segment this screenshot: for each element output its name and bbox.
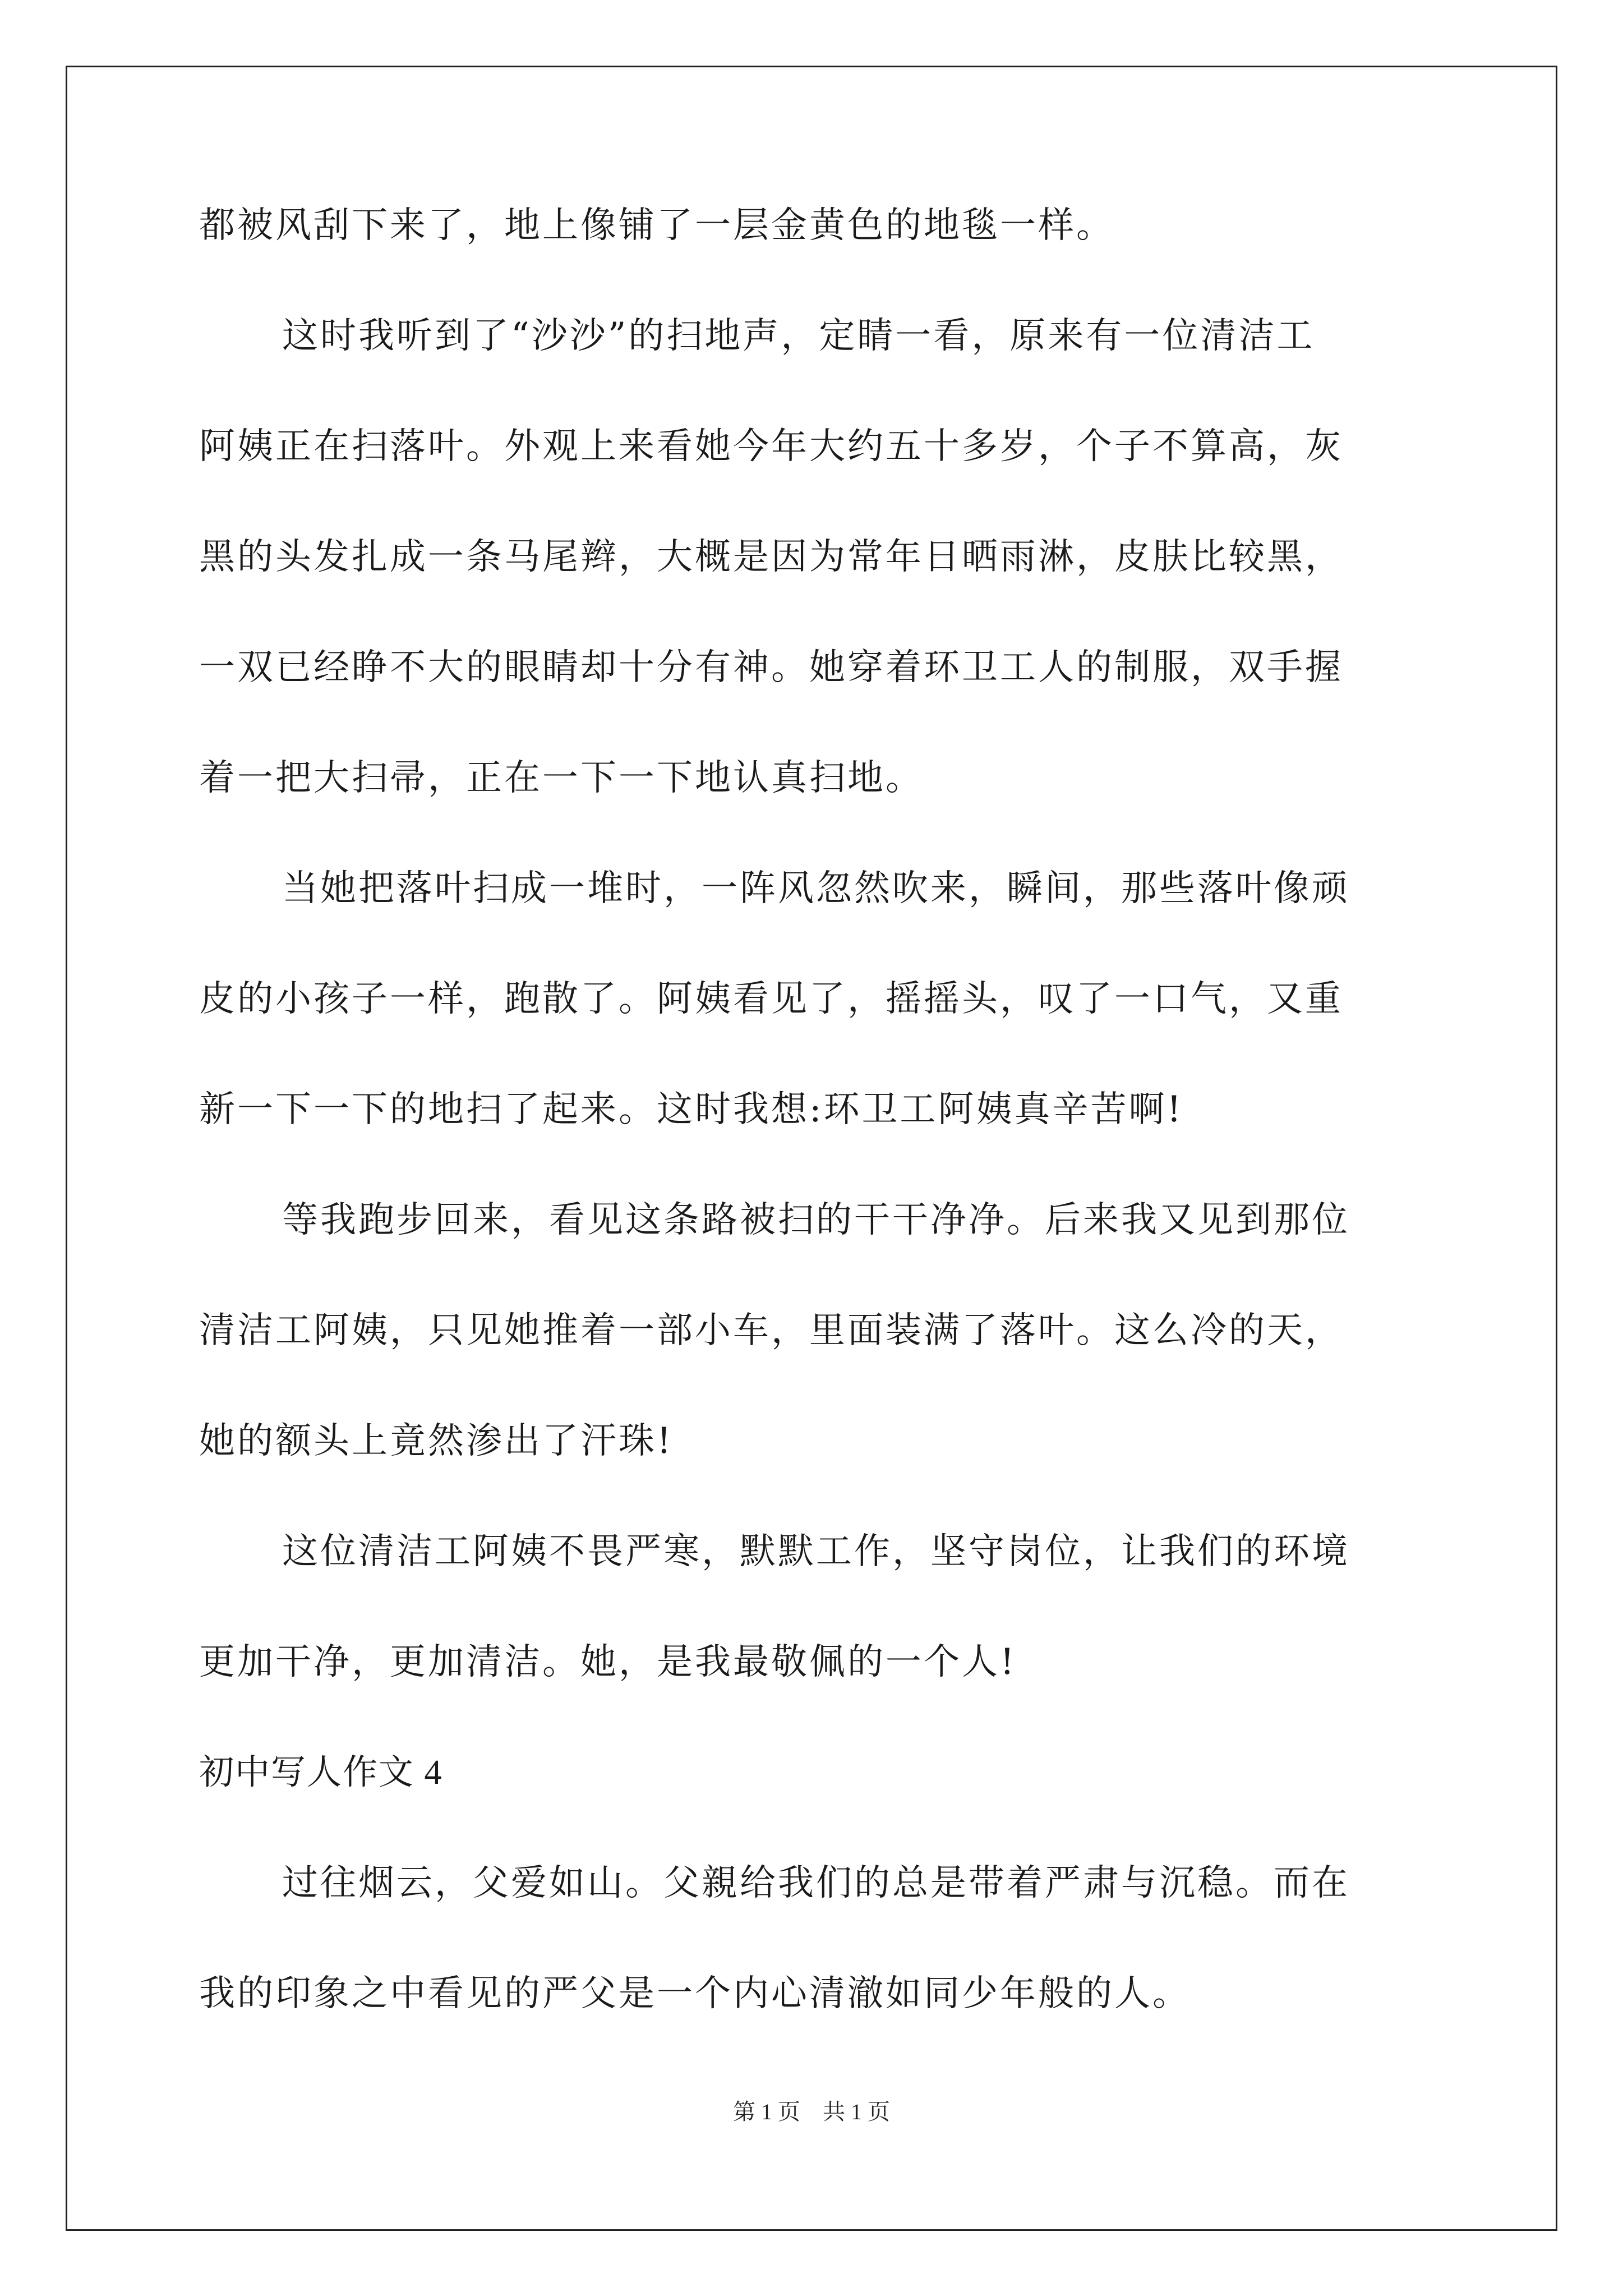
text-line: 一双已经睁不大的眼睛却十分有神。她穿着环卫工人的制服，双手握: [199, 647, 1343, 688]
paragraph-start-line: 等我跑步回来，看见这条路被扫的干干净净。后来我又见到那位: [282, 1199, 1350, 1241]
text-line: 着一把大扫帚，正在一下一下地认真扫地。: [199, 757, 924, 799]
text-line: 皮的小孩子一样，跑散了。阿姨看见了，摇摇头，叹了一口气，又重: [199, 978, 1343, 1020]
text-line: 黑的头发扎成一条马尾辫，大概是因为常年日晒雨淋，皮肤比较黑，: [199, 536, 1343, 578]
paragraph-start-line: 这时我听到了“沙沙”的扫地声，定睛一看，原来有一位清洁工: [282, 315, 1315, 357]
text-line: 更加干净，更加清洁。她，是我最敬佩的一个人!: [199, 1641, 1017, 1683]
section-heading: 初中写人作文 4: [199, 1754, 443, 1792]
paragraph-start-line: 这位清洁工阿姨不畏严寒，默默工作，坚守岗位，让我们的环境: [282, 1531, 1350, 1572]
text-line: 她的额头上竟然渗出了汗珠!: [199, 1420, 674, 1462]
document-body: [199, 205, 1438, 2086]
paragraph-start-line: 当她把落叶扫成一堆时，一阵风忽然吹来，瞬间，那些落叶像顽: [282, 868, 1350, 909]
text-line: 都被风刮下来了，地上像铺了一层金黄色的地毯一样。: [199, 205, 1114, 246]
text-line: 清洁工阿姨，只见她推着一部小车，里面装满了落叶。这么冷的天，: [199, 1310, 1343, 1351]
text-line: 新一下一下的地扫了起来。这时我想:环卫工阿姨真辛苦啊!: [199, 1089, 1184, 1130]
paragraph-start-line: 过往烟云，父爱如山。父親给我们的总是带着严肃与沉稳。而在: [282, 1862, 1350, 1904]
page-footer: 第 1 页 共 1 页: [733, 2099, 890, 2124]
text-line: 我的印象之中看见的严父是一个内心清澈如同少年般的人。: [199, 1973, 1191, 2014]
text-line: 阿姨正在扫落叶。外观上来看她今年大约五十多岁，个子不算高，灰: [199, 426, 1343, 467]
